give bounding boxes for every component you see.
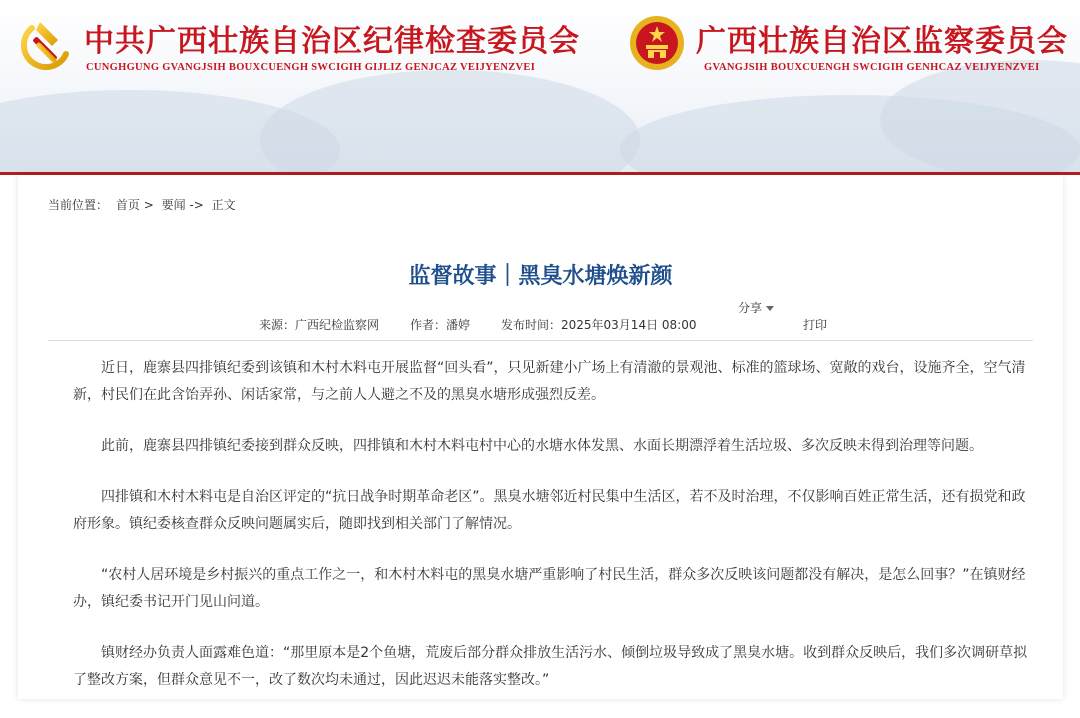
brand-title-cn: 中共广西壮族自治区纪律检查委员会	[84, 24, 580, 59]
article-paragraph: 此前，鹿寨县四排镇纪委接到群众反映，四排镇和木村木料屯村中心的水塘水体发黑、水面长期漂浮着生活垃圾、多次反映未得到治理等问题。	[101, 438, 983, 454]
print-button[interactable]: 打印	[803, 318, 828, 332]
breadcrumb-label: 当前位置：	[48, 198, 109, 212]
article-container	[18, 175, 1063, 699]
brand-title-en: CUNGHGUNG GVANGJSIH BOUXCUENGH SWCIGIH GIJLIZ GENJCAZ VEIJYENZVEI	[86, 62, 536, 73]
share-dropdown[interactable]	[738, 299, 774, 316]
article-paragraph: 近日，鹿寨县四排镇纪委到该镇和木村木料屯开展监督“回头看”，只见新建小广场上有清澈的景观池、标准的篮球场、宽敞的戏台，设施齐全，空气清新，村民们在此含饴弄孙、闲话家常，与之前人人避之不及的黑臭水塘形成强烈反差。	[73, 360, 1026, 403]
national-emblem-icon	[628, 14, 686, 72]
breadcrumb-separator: >	[143, 198, 154, 212]
article-paragraph: 四排镇和木村木料屯是自治区评定的“抗日战争时期革命老区”。黑臭水塘邻近村民集中生活区，若不及时治理，不仅影响百姓正常生活，还有损党和政府形象。镇纪委核查群众反映问题属实后，随即找到相关部门了解情况。	[73, 489, 1026, 532]
article-body	[73, 355, 1033, 718]
cloud-decoration	[260, 70, 640, 172]
brand-title-en: GVANGJSIH BOUXCUENGH SWCIGIH GENHCAZ VEIJYENZVEI	[704, 62, 1040, 73]
article-paragraph: “农村人居环境是乡村振兴的重点工作之一，和木村木料屯的黑臭水塘严重影响了村民生活，群众多次反映该问题都没有解决，是怎么回事？”在镇财经办，镇纪委书记开门见山问道。	[73, 567, 1026, 610]
party-emblem-icon	[18, 14, 76, 72]
article-publish-time: 发布时间：2025年03月14日 08:00	[501, 318, 697, 332]
breadcrumb-home-link[interactable]: 首页	[115, 198, 140, 212]
share-label: 分享	[738, 301, 763, 315]
breadcrumb-news-link[interactable]: 要闻	[161, 198, 186, 212]
breadcrumb-current: 正文	[211, 198, 236, 212]
article-title: 监督故事｜黑臭水塘焕新颜	[408, 264, 673, 289]
meta-divider	[48, 340, 1033, 341]
breadcrumb	[48, 196, 240, 213]
site-header	[0, 0, 1080, 172]
article-paragraph: 镇财经办负责人面露难色道：“那里原本是2个鱼塘，荒废后部分群众排放生活污水、倾倒垃圾导致成了黑臭水塘。收到群众反映后，我们多次调研草拟了整改方案，但群众意见不一，改了数次均未通过，因此迟迟未能落实整改。”	[73, 645, 1028, 688]
breadcrumb-separator: ->	[189, 198, 204, 212]
cloud-decoration	[880, 60, 1080, 172]
article-author: 作者：潘婷	[410, 318, 471, 332]
article-source: 来源：广西纪检监察网	[259, 318, 380, 332]
caret-down-icon	[766, 306, 774, 311]
brand-title-cn: 广西壮族自治区监察委员会	[696, 24, 1068, 59]
